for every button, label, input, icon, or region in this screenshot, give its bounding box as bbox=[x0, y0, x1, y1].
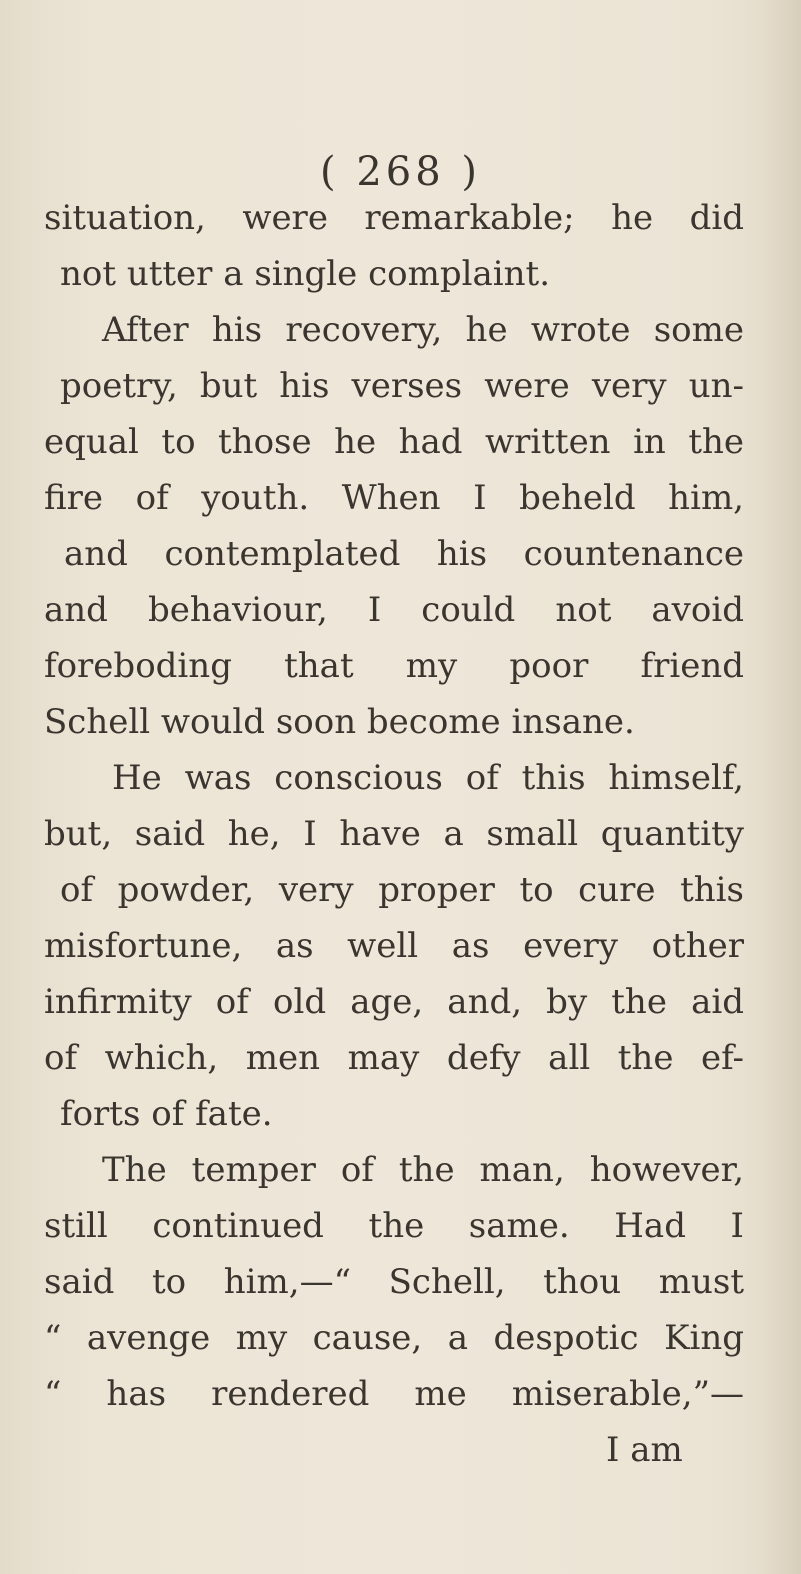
body-text bbox=[44, 190, 744, 1478]
text-line: and behaviour, I could not avoid bbox=[44, 590, 744, 630]
text-line: infirmity of old age, and, by the aid bbox=[44, 982, 744, 1022]
text-line: “ avenge my cause, a despotic King bbox=[44, 1318, 744, 1358]
text-line: and contemplated his countenance bbox=[64, 534, 744, 574]
text-line: “ has rendered me miserable,”— bbox=[44, 1374, 744, 1414]
text-line: forts of fate. bbox=[60, 1094, 273, 1134]
text-line: situation, were remarkable; he did bbox=[44, 198, 744, 238]
page-edge-shadow bbox=[761, 0, 801, 1574]
text-line: of which, men may defy all the ef- bbox=[44, 1038, 744, 1078]
text-line: misfortune, as well as every other bbox=[44, 926, 744, 966]
text-line: fire of youth. When I beheld him, bbox=[44, 478, 744, 518]
text-line: equal to those he had written in the bbox=[44, 422, 744, 462]
text-line: still continued the same. Had I bbox=[44, 1206, 744, 1246]
text-line: but, said he, I have a small quantity bbox=[44, 814, 744, 854]
catchword: I am bbox=[606, 1430, 683, 1470]
text-line: Schell would soon become insane. bbox=[44, 702, 635, 742]
text-line: foreboding that my poor friend bbox=[44, 646, 744, 686]
text-line: The temper of the man, however, bbox=[102, 1150, 744, 1190]
text-line: not utter a single complaint. bbox=[60, 254, 551, 294]
page-number: ( 268 ) bbox=[320, 149, 481, 195]
text-line: He was conscious of this himself, bbox=[112, 758, 744, 798]
text-line: After his recovery, he wrote some bbox=[102, 310, 744, 350]
text-line: poetry, but his verses were very un- bbox=[60, 366, 744, 406]
text-line: of powder, very proper to cure this bbox=[60, 870, 744, 910]
text-line: said to him,—“ Schell, thou must bbox=[44, 1262, 744, 1302]
